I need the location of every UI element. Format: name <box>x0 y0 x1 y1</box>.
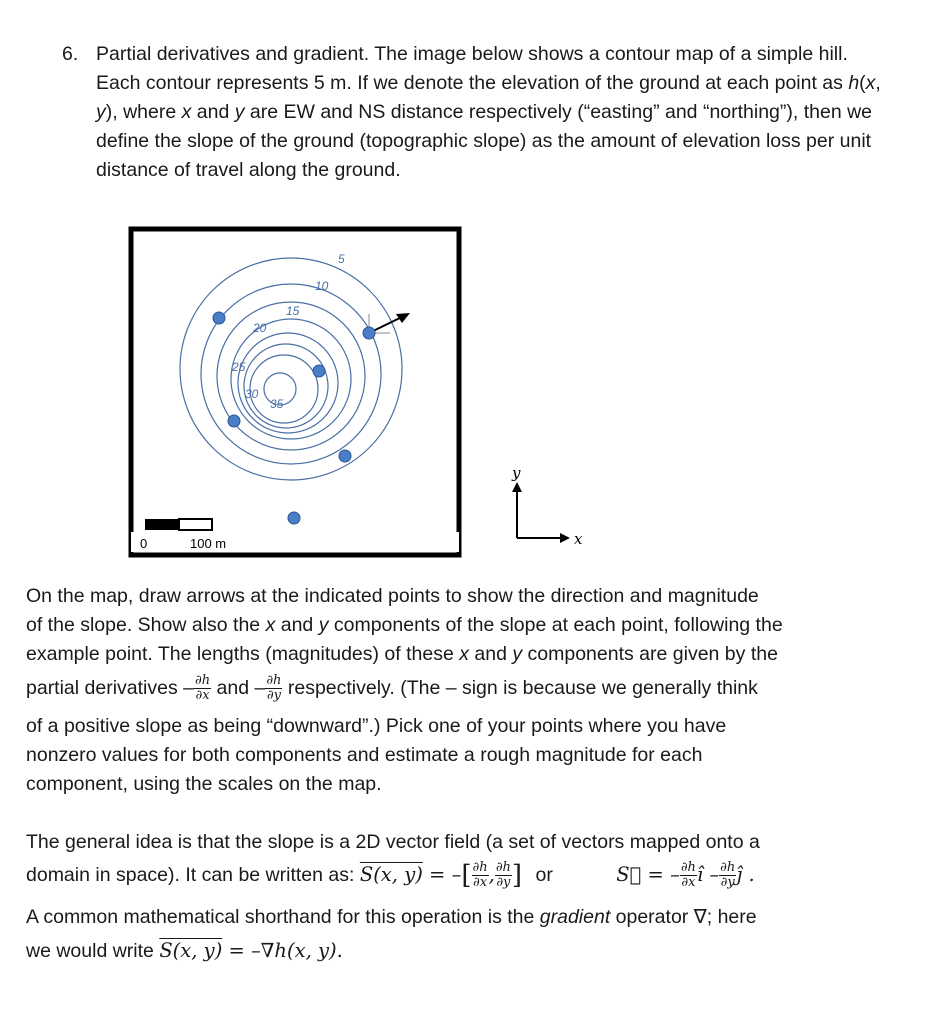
scale-bar-white <box>179 519 212 530</box>
general-line-4: we would write S(x, y) = –∇h(x, y). <box>26 939 343 962</box>
contour-map <box>128 226 462 558</box>
label-30: 30 <box>245 387 259 401</box>
scale-label-band <box>131 532 459 552</box>
general-line-1: The general idea is that the slope is a 2D vector field (a set of vectors mapped onto a <box>26 831 760 853</box>
instructions-line-5: of a positive slope as being “downward”.) Pick one of your points where you have <box>26 715 727 737</box>
point-5 <box>288 512 300 524</box>
question-number: 6. <box>62 43 79 65</box>
instructions-line-3: example point. The lengths (magnitudes) of these x and y components are given by the <box>26 643 778 665</box>
label-20: 20 <box>253 321 267 335</box>
partial-dh-dy: $\frac{\partial h}{\partial y}$ <box>266 673 282 704</box>
scale-bar-black <box>145 519 179 530</box>
instructions-line-1: On the map, draw arrows at the indicated points to show the direction and magnitude <box>26 585 759 607</box>
point-3 <box>228 415 240 427</box>
general-line-3: A common mathematical shorthand for this operation is the gradient operator ∇; here <box>26 906 757 928</box>
coordinate-axes <box>490 460 600 555</box>
instructions-line-4: partial derivatives – $\frac{\partial h}{\partial x}$ and – $\frac{\partial h}{\partial y}$ respectively. (The – sign is because we generally think <box>26 673 758 704</box>
y-axis-label: y <box>512 464 521 482</box>
general-line-2: domain in space). It can be written as: S(x, y) = –[ $\frac{\partial h}{\partial x}$ , $\frac{\partial h}{\partial y}$ ] or S = – $\frac{\partial h}{\partial x}$ ı̂ – $\frac{\partial h}{\partial y}$ ȷ̂ . <box>26 860 755 891</box>
instructions-line-7: component, using the scales on the map. <box>26 773 382 795</box>
x-axis-label: x <box>574 530 583 548</box>
slope-vector-s: S <box>616 863 642 886</box>
label-5: 5 <box>338 252 345 266</box>
partial-dh-dx: $\frac{\partial h}{\partial x}$ <box>195 673 211 704</box>
question-intro: Partial derivatives and gradient. The image below shows a contour map of a simple hill. Each contour represents 5 m. If we denote the elevation of the ground at each point as h(x, y), where x and y are EW and NS distance respectively (“easting” and “northing”), then we define the slope of the ground (topographic slope) as the amount of elevation loss per unit distance of travel along the ground. <box>96 43 881 181</box>
instructions-line-2: of the slope. Show also the x and y components of the slope at each point, following the <box>26 614 783 636</box>
point-example <box>363 327 375 339</box>
slope-vector-expr: S(x, y) <box>359 863 423 886</box>
point-4 <box>339 450 351 462</box>
point-2 <box>313 365 325 377</box>
map-frame <box>131 229 459 555</box>
label-15: 15 <box>286 304 300 318</box>
instructions-line-6: nonzero values for both components and estimate a rough magnitude for each <box>26 744 703 766</box>
x-axis-arrowhead <box>560 533 570 543</box>
label-35: 35 <box>270 397 284 411</box>
label-10: 10 <box>315 279 329 293</box>
point-1 <box>213 312 225 324</box>
label-25: 25 <box>232 360 246 374</box>
scale-start-label: 0 <box>140 536 148 551</box>
y-axis-arrowhead <box>512 482 522 492</box>
scale-end-label: 100 m <box>190 536 227 551</box>
